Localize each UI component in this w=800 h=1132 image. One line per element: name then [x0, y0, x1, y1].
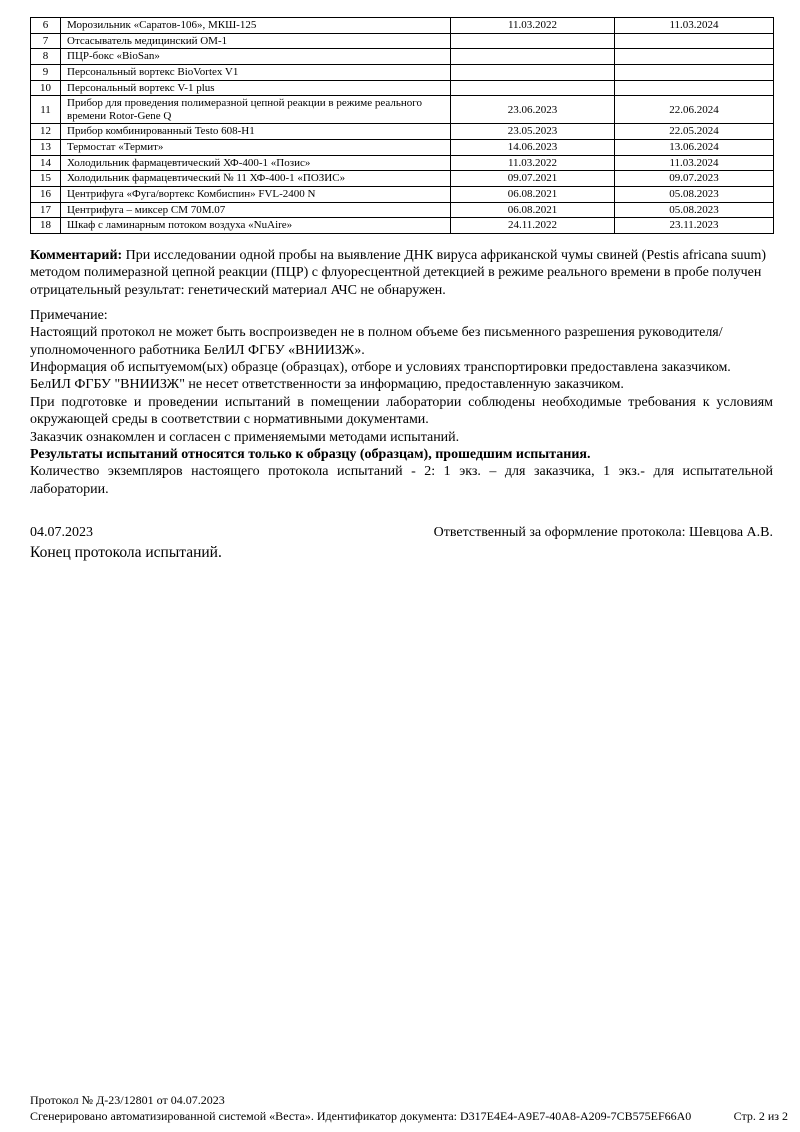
valid-until-date: 22.05.2024 [615, 124, 774, 140]
valid-until-date: 13.06.2024 [615, 140, 774, 156]
notes-paragraph: Настоящий протокол не может быть воспроизведен не в полном объеме без письменного разрешения руководителя/уполномоченного работника БелИЛ ФГБУ «ВНИИЗЖ». [30, 325, 723, 358]
comment-label: Комментарий: [30, 247, 123, 263]
row-number: 18 [31, 218, 61, 234]
table-row [31, 18, 774, 34]
footer-protocol-number: Протокол № Д-23/12801 от 04.07.2023 [30, 1092, 225, 1107]
verification-date [451, 64, 615, 80]
equipment-name: Прибор комбинированный Testo 608-H1 [61, 124, 451, 140]
equipment-table-body [31, 18, 774, 234]
verification-date: 11.03.2022 [451, 18, 615, 34]
row-number: 13 [31, 140, 61, 156]
verification-date: 23.06.2023 [451, 96, 615, 124]
notes-title: Примечание: [30, 308, 108, 324]
table-row [31, 96, 774, 124]
table-row [31, 124, 774, 140]
notes-paragraph: Количество экземпляров настоящего протокола испытаний - 2: 1 экз. – для заказчика, 1 экз.- для испытательной лаборатории. [30, 464, 773, 497]
page-footer [30, 1092, 788, 1124]
table-row [31, 33, 774, 49]
verification-date [451, 80, 615, 96]
equipment-name: Морозильник «Саратов-106», МКШ-125 [61, 18, 451, 34]
equipment-name: Холодильник фармацевтический ХФ-400-1 «Позис» [61, 155, 451, 171]
valid-until-date: 11.03.2024 [615, 155, 774, 171]
footer-generated-info: Сгенерировано автоматизированной системой «Веста». Идентификатор документа: D317E4E4-A9E7-40A8-A209-7CB575EF66A0 [30, 1108, 692, 1123]
notes-paragraph: При подготовке и проведении испытаний в помещении лаборатории соблюдены необходимые требования к условиям окружающей среды в соответствии с нормативными документами. [30, 394, 773, 428]
equipment-name: Персональный вортекс V-1 plus [61, 80, 451, 96]
table-row [31, 218, 774, 234]
notes-section [30, 307, 773, 498]
row-number: 16 [31, 187, 61, 203]
row-number: 6 [31, 18, 61, 34]
verification-date [451, 33, 615, 49]
equipment-name: Персональный вортекс BioVortex V1 [61, 64, 451, 80]
notes-paragraph: БелИЛ ФГБУ "ВНИИЗЖ" не несет ответственности за информацию, предоставленную заказчиком. [30, 377, 624, 393]
valid-until-date: 22.06.2024 [615, 96, 774, 124]
equipment-name: Холодильник фармацевтический № 11 ХФ-400-1 «ПОЗИС» [61, 171, 451, 187]
equipment-name: Отсасыватель медицинский ОМ-1 [61, 33, 451, 49]
responsible-person: Ответственный за оформление протокола: Шевцова А.В. [433, 525, 773, 540]
notes-paragraph: Заказчик ознакомлен и согласен с применяемыми методами испытаний. [30, 429, 460, 445]
valid-until-date: 05.08.2023 [615, 187, 774, 203]
valid-until-date: 09.07.2023 [615, 171, 774, 187]
equipment-table [30, 17, 774, 234]
valid-until-date: 11.03.2024 [615, 18, 774, 34]
table-row [31, 171, 774, 187]
equipment-name: ПЦР-бокс «BioSan» [61, 49, 451, 65]
verification-date [451, 49, 615, 65]
verification-date: 06.08.2021 [451, 202, 615, 218]
valid-until-date [615, 33, 774, 49]
row-number: 8 [31, 49, 61, 65]
valid-until-date: 23.11.2023 [615, 218, 774, 234]
row-number: 15 [31, 171, 61, 187]
verification-date: 14.06.2023 [451, 140, 615, 156]
row-number: 10 [31, 80, 61, 96]
verification-date: 06.08.2021 [451, 187, 615, 203]
footer-second-line [30, 1108, 788, 1124]
row-number: 14 [31, 155, 61, 171]
equipment-name: Шкаф с ламинарным потоком воздуха «NuAire» [61, 218, 451, 234]
verification-date: 23.05.2023 [451, 124, 615, 140]
comment-text: При исследовании одной пробы на выявление ДНК вируса африканской чумы свиней (Pestis africana suum) методом полимеразной цепной реакции (ПЦР) с флуоресцентной детекцией в режиме реального времени в пробе получен отрицательный результат: генетический материал АЧС не обнаружен. [30, 247, 767, 298]
protocol-date: 04.07.2023 [30, 525, 93, 540]
signature-row [30, 524, 773, 541]
notes-paragraph: Информация об испытуемом(ых) образце (образцах), отборе и условиях транспортировки предоставлена заказчиком. [30, 360, 731, 376]
footer-page-number: Стр. 2 из 2 [733, 1108, 788, 1123]
end-of-protocol-line: Конец протокола испытаний. [30, 544, 222, 562]
table-row [31, 140, 774, 156]
row-number: 7 [31, 33, 61, 49]
table-row [31, 80, 774, 96]
table-row [31, 155, 774, 171]
comment-paragraph [30, 247, 773, 299]
table-row [31, 49, 774, 65]
equipment-name: Центрифуга – миксер СМ 70М.07 [61, 202, 451, 218]
table-row [31, 187, 774, 203]
verification-date: 11.03.2022 [451, 155, 615, 171]
verification-date: 24.11.2022 [451, 218, 615, 234]
table-row [31, 202, 774, 218]
valid-until-date [615, 80, 774, 96]
verification-date: 09.07.2021 [451, 171, 615, 187]
equipment-name: Прибор для проведения полимеразной цепной реакции в режиме реального времени Rotor-Gene Q [61, 96, 451, 124]
valid-until-date [615, 49, 774, 65]
valid-until-date: 05.08.2023 [615, 202, 774, 218]
valid-until-date [615, 64, 774, 80]
table-row [31, 64, 774, 80]
equipment-name: Центрифуга «Фуга/вортекс Комбиспин» FVL-2400 N [61, 187, 451, 203]
row-number: 17 [31, 202, 61, 218]
equipment-name: Термостат «Термит» [61, 140, 451, 156]
notes-results-statement: Результаты испытаний относятся только к образцу (образцам), прошедшим испытания. [30, 446, 591, 462]
row-number: 11 [31, 96, 61, 124]
row-number: 9 [31, 64, 61, 80]
row-number: 12 [31, 124, 61, 140]
